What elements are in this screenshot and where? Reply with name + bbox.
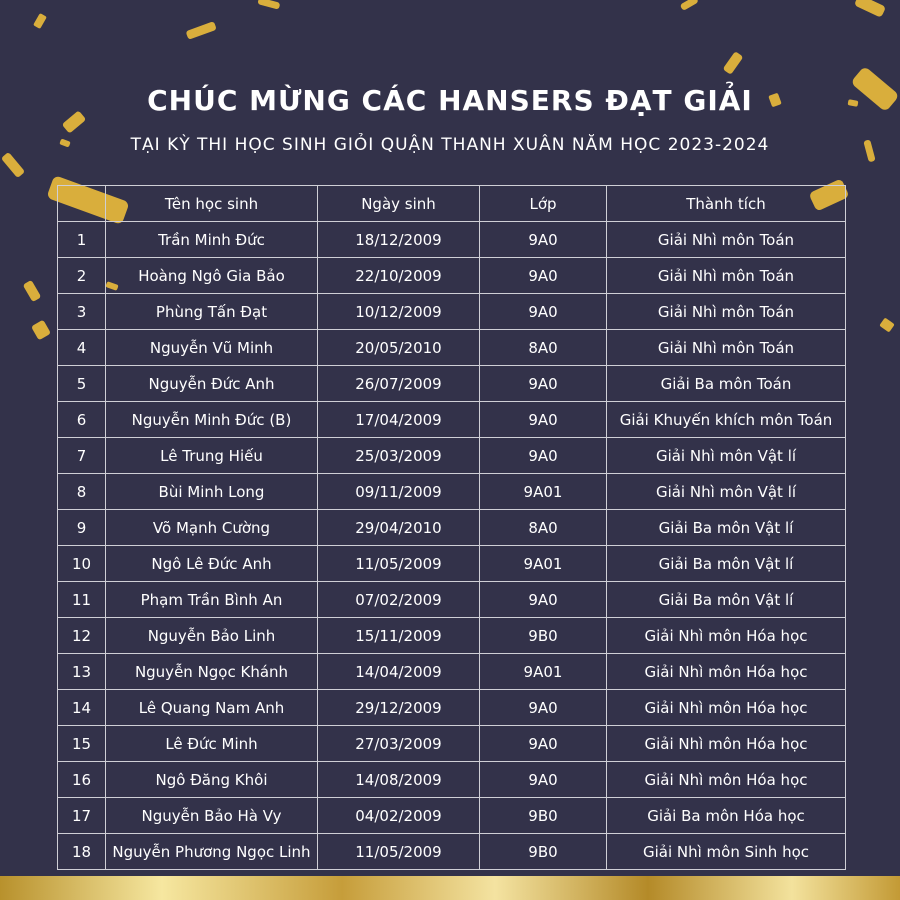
class-name: 9A0 [480, 726, 607, 762]
table-row [58, 366, 846, 402]
class-name: 8A0 [480, 330, 607, 366]
achievement: Giải Ba môn Vật lí [607, 546, 846, 582]
student-name: Phùng Tấn Đạt [106, 294, 318, 330]
table-row [58, 402, 846, 438]
student-name: Lê Quang Nam Anh [106, 690, 318, 726]
achievement: Giải Nhì môn Toán [607, 330, 846, 366]
achievement: Giải Nhì môn Hóa học [607, 654, 846, 690]
birth-date: 07/02/2009 [318, 582, 480, 618]
row-index: 9 [58, 510, 106, 546]
student-name: Nguyễn Ngọc Khánh [106, 654, 318, 690]
birth-date: 18/12/2009 [318, 222, 480, 258]
student-name: Nguyễn Phương Ngọc Linh [106, 834, 318, 870]
row-index: 4 [58, 330, 106, 366]
class-name: 9B0 [480, 834, 607, 870]
row-index: 11 [58, 582, 106, 618]
page-subtitle: TẠI KỲ THI HỌC SINH GIỎI QUẬN THANH XUÂN NĂM HỌC 2023-2024 [130, 135, 770, 155]
birth-date: 04/02/2009 [318, 798, 480, 834]
table-row [58, 438, 846, 474]
table-row [58, 510, 846, 546]
achievement: Giải Khuyến khích môn Toán [607, 402, 846, 438]
class-name: 9A0 [480, 402, 607, 438]
row-index: 5 [58, 366, 106, 402]
class-name: 9A0 [480, 366, 607, 402]
birth-date: 25/03/2009 [318, 438, 480, 474]
row-index: 14 [58, 690, 106, 726]
student-name: Ngô Lê Đức Anh [106, 546, 318, 582]
header-class: Lớp [480, 186, 607, 222]
table-row [58, 834, 846, 870]
header-achievement: Thành tích [607, 186, 846, 222]
student-name: Lê Trung Hiếu [106, 438, 318, 474]
birth-date: 15/11/2009 [318, 618, 480, 654]
row-index: 18 [58, 834, 106, 870]
birth-date: 11/05/2009 [318, 834, 480, 870]
achievement: Giải Nhì môn Toán [607, 222, 846, 258]
table-row [58, 258, 846, 294]
header-index [58, 186, 106, 222]
class-name: 9A0 [480, 258, 607, 294]
row-index: 13 [58, 654, 106, 690]
gold-bottom-bar [0, 876, 900, 900]
table-row [58, 654, 846, 690]
student-name: Nguyễn Bảo Hà Vy [106, 798, 318, 834]
class-name: 8A0 [480, 510, 607, 546]
page-title: CHÚC MỪNG CÁC HANSERS ĐẠT GIẢI [147, 84, 753, 117]
student-name: Nguyễn Vũ Minh [106, 330, 318, 366]
table-row [58, 222, 846, 258]
row-index: 15 [58, 726, 106, 762]
achievement: Giải Nhì môn Hóa học [607, 762, 846, 798]
student-name: Nguyễn Bảo Linh [106, 618, 318, 654]
class-name: 9A01 [480, 546, 607, 582]
student-name: Nguyễn Đức Anh [106, 366, 318, 402]
class-name: 9B0 [480, 618, 607, 654]
birth-date: 11/05/2009 [318, 546, 480, 582]
class-name: 9A0 [480, 294, 607, 330]
achievement: Giải Ba môn Vật lí [607, 510, 846, 546]
class-name: 9A0 [480, 222, 607, 258]
birth-date: 09/11/2009 [318, 474, 480, 510]
row-index: 3 [58, 294, 106, 330]
row-index: 12 [58, 618, 106, 654]
achievement: Giải Nhì môn Vật lí [607, 438, 846, 474]
achievement: Giải Nhì môn Hóa học [607, 690, 846, 726]
birth-date: 14/04/2009 [318, 654, 480, 690]
table-row [58, 582, 846, 618]
student-name: Lê Đức Minh [106, 726, 318, 762]
student-name: Phạm Trần Bình An [106, 582, 318, 618]
achievement: Giải Ba môn Hóa học [607, 798, 846, 834]
table-row [58, 762, 846, 798]
row-index: 8 [58, 474, 106, 510]
birth-date: 26/07/2009 [318, 366, 480, 402]
table-row [58, 294, 846, 330]
row-index: 16 [58, 762, 106, 798]
student-name: Hoàng Ngô Gia Bảo [106, 258, 318, 294]
achievement: Giải Nhì môn Hóa học [607, 726, 846, 762]
table-row [58, 330, 846, 366]
student-name: Ngô Đăng Khôi [106, 762, 318, 798]
birth-date: 17/04/2009 [318, 402, 480, 438]
student-name: Nguyễn Minh Đức (B) [106, 402, 318, 438]
table-row [58, 726, 846, 762]
table-header-row [58, 186, 846, 222]
student-name: Võ Mạnh Cường [106, 510, 318, 546]
table-row [58, 474, 846, 510]
achievement: Giải Nhì môn Hóa học [607, 618, 846, 654]
birth-date: 27/03/2009 [318, 726, 480, 762]
achievement: Giải Nhì môn Toán [607, 258, 846, 294]
row-index: 10 [58, 546, 106, 582]
table-row [58, 798, 846, 834]
achievement: Giải Nhì môn Vật lí [607, 474, 846, 510]
birth-date: 22/10/2009 [318, 258, 480, 294]
class-name: 9A0 [480, 582, 607, 618]
class-name: 9A0 [480, 438, 607, 474]
student-name: Trần Minh Đức [106, 222, 318, 258]
table-row [58, 618, 846, 654]
student-name: Bùi Minh Long [106, 474, 318, 510]
birth-date: 10/12/2009 [318, 294, 480, 330]
birth-date: 29/04/2010 [318, 510, 480, 546]
header-birth-date: Ngày sinh [318, 186, 480, 222]
header-student-name: Tên học sinh [106, 186, 318, 222]
row-index: 2 [58, 258, 106, 294]
row-index: 17 [58, 798, 106, 834]
awards-table [57, 185, 846, 870]
row-index: 7 [58, 438, 106, 474]
row-index: 6 [58, 402, 106, 438]
class-name: 9B0 [480, 798, 607, 834]
birth-date: 14/08/2009 [318, 762, 480, 798]
class-name: 9A0 [480, 690, 607, 726]
birth-date: 29/12/2009 [318, 690, 480, 726]
table-row [58, 690, 846, 726]
class-name: 9A01 [480, 474, 607, 510]
achievement: Giải Ba môn Vật lí [607, 582, 846, 618]
class-name: 9A0 [480, 762, 607, 798]
class-name: 9A01 [480, 654, 607, 690]
row-index: 1 [58, 222, 106, 258]
achievement: Giải Nhì môn Toán [607, 294, 846, 330]
birth-date: 20/05/2010 [318, 330, 480, 366]
table-row [58, 546, 846, 582]
achievement: Giải Ba môn Toán [607, 366, 846, 402]
achievement: Giải Nhì môn Sinh học [607, 834, 846, 870]
